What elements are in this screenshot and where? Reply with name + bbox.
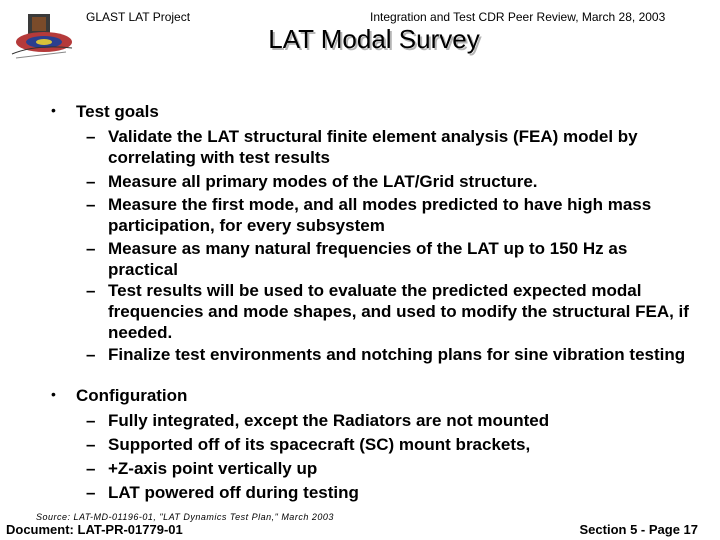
- project-name: GLAST LAT Project: [86, 10, 191, 24]
- list-item: – Test results will be used to evaluate the predicted expected modal frequencies and mode shapes, and used to modify the structural FEA, if needed.: [86, 281, 689, 342]
- list-item: – Supported off of its spacecraft (SC) mount brackets,: [86, 435, 531, 454]
- list-item: – Validate the LAT structural finite element analysis (FEA) model by correlating with test results: [86, 127, 638, 167]
- list-item-text: Finalize test environments and notching plans for sine vibration testing: [108, 345, 686, 364]
- list-item: – LAT powered off during testing: [86, 483, 359, 502]
- list-item-text: Measure the first mode, and all modes predicted to have high mass participation, for every subsystem: [108, 195, 652, 235]
- list-item-text: Supported off of its spacecraft (SC) mount brackets,: [108, 435, 531, 454]
- list-item: – Measure all primary modes of the LAT/Grid structure.: [86, 172, 538, 191]
- slide-title: LAT Modal Survey: [268, 24, 480, 54]
- bullet-icon: •: [51, 386, 56, 402]
- list-item: – +Z-axis point vertically up: [86, 459, 318, 478]
- section-heading-text: Configuration: [76, 386, 188, 405]
- source-note: Source: LAT-MD-01196-01, "LAT Dynamics Test Plan," March 2003: [36, 512, 334, 522]
- list-item: – Measure as many natural frequencies of the LAT up to 150 Hz as practical: [86, 239, 628, 279]
- section-heading: [51, 102, 159, 122]
- bullet-icon: •: [51, 102, 56, 118]
- list-item-text: Fully integrated, except the Radiators are not mounted: [108, 411, 550, 430]
- list-item-text: Test results will be used to evaluate the predicted expected modal frequencies and mode shapes, and used to modify the structural FEA, if needed.: [108, 281, 689, 342]
- list-item: – Fully integrated, except the Radiators are not mounted: [86, 411, 550, 430]
- list-item-text: Validate the LAT structural finite element analysis (FEA) model by correlating with test results: [108, 127, 638, 167]
- review-title: Integration and Test CDR Peer Review, March 28, 2003: [370, 10, 666, 24]
- list-item-text: +Z-axis point vertically up: [108, 459, 318, 478]
- list-item-text: LAT powered off during testing: [108, 483, 359, 502]
- list-item: – Measure the first mode, and all modes predicted to have high mass participation, for every subsystem: [86, 195, 652, 235]
- section-heading: [51, 386, 188, 406]
- list-item-text: Measure all primary modes of the LAT/Grid structure.: [108, 172, 538, 191]
- document-number: Document: LAT-PR-01779-01: [6, 522, 183, 537]
- page-number: Section 5 - Page 17: [579, 522, 698, 537]
- list-item: – Finalize test environments and notching plans for sine vibration testing: [86, 345, 686, 364]
- section-heading-text: Test goals: [76, 102, 159, 121]
- list-item-text: Measure as many natural frequencies of the LAT up to 150 Hz as practical: [108, 239, 628, 279]
